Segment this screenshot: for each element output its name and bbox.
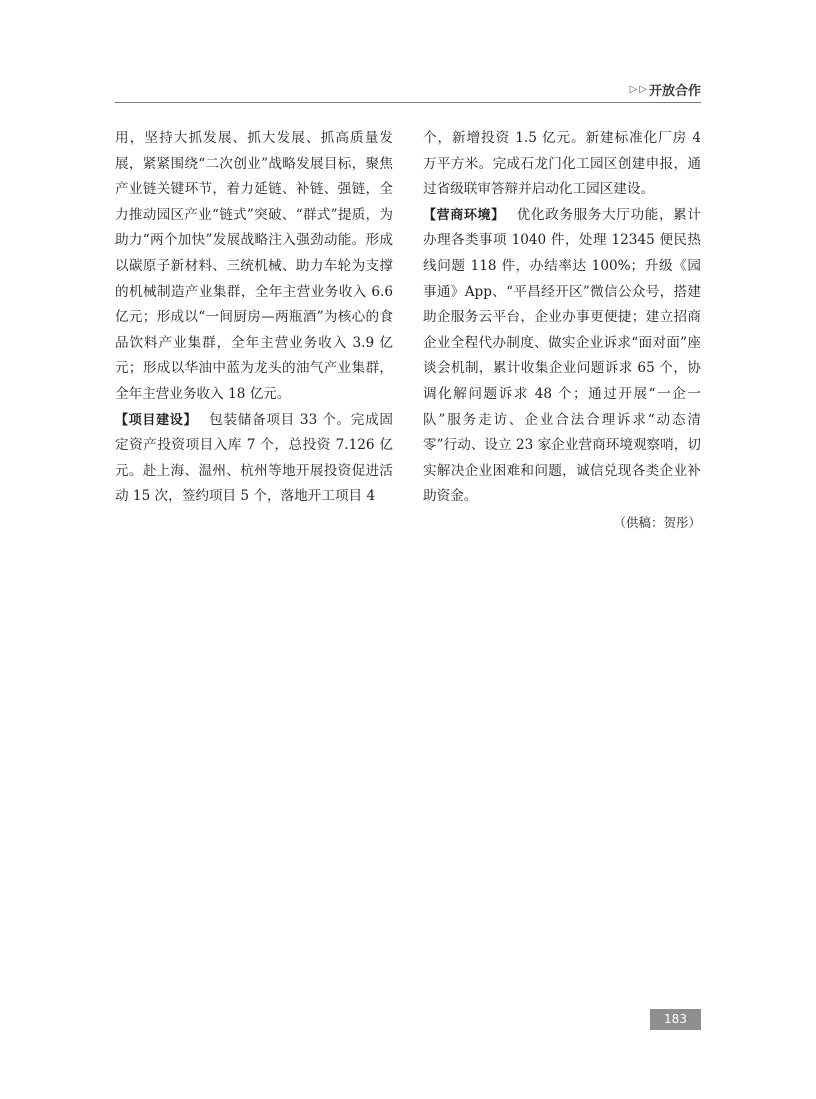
- header-divider: [115, 102, 701, 103]
- project-text: 包装储备项目 33 个。完成固定资产投资项目入库 7 个，总投资 7.126 亿元。赴上海、温州、杭州等地开展投资促进活动 15 次，签约项目 5 个，落地开工项目 4: [115, 411, 393, 505]
- project-paragraph: [115, 408, 393, 510]
- project-continued-paragraph: 个，新增投资 1.5 亿元。新建标准化厂房 4 万平方米。完成石龙门化工园区创建申报，通过省级联审答辩并启动化工园区建设。: [423, 130, 701, 198]
- right-column: [423, 126, 701, 536]
- page-number: 183: [650, 1009, 701, 1030]
- running-header: [115, 80, 701, 102]
- play-arrow-icon: ▷: [639, 84, 647, 95]
- project-heading: 【项目建设】: [115, 412, 198, 428]
- author-credit: （供稿：贺彤）: [613, 514, 701, 530]
- business-paragraph: [423, 203, 701, 510]
- intro-paragraph: 用，坚持大抓发展、抓大发展、抓高质量发展，紧紧围绕“二次创业”战略发展目标，聚焦产业链关键环节，着力延链、补链、强链，全力推动园区产业“链式”突破、“群式”提质，为助力“两个加快”发展战略注入强劲动能。形成以碳原子新材料、三统机械、助力车轮为支撑的机械制造产业集群，全年主营业务收入 6.6 亿元；形成以“一间厨房—两瓶酒”为核心的食品饮料产业集群，全年主营业务收入 3.9 亿元；形成以华油中蓝为龙头的油气产业集群，全年主营业务收入 18 亿元。: [115, 130, 393, 402]
- business-text: 优化政务服务大厅功能，累计办理各类事项 1040 件，处理 12345 便民热线问题 118 件，办结率达 100%；升级《园事通》App、“平昌经开区”微信公众号，搭建助企服务云平台，企业办事更便捷；建立招商企业全程代办制度、做实企业诉求“面对面”座谈会机制，累计收集企业问题诉求 65 个，协调化解问题诉求 48 个；通过开展“一企一队”服务走访、企业合法合理诉求“动态清零”行动、设立 23 家企业营商环境观察哨，切实解决企业困难和问题，诚信兑现各类企业补助资金。: [423, 206, 701, 505]
- play-arrow-icon: ▷: [629, 84, 638, 95]
- left-column: [115, 126, 393, 510]
- business-heading: 【营商环境】: [423, 207, 505, 223]
- section-title: 开放合作: [648, 84, 701, 99]
- section-tag: [630, 80, 701, 99]
